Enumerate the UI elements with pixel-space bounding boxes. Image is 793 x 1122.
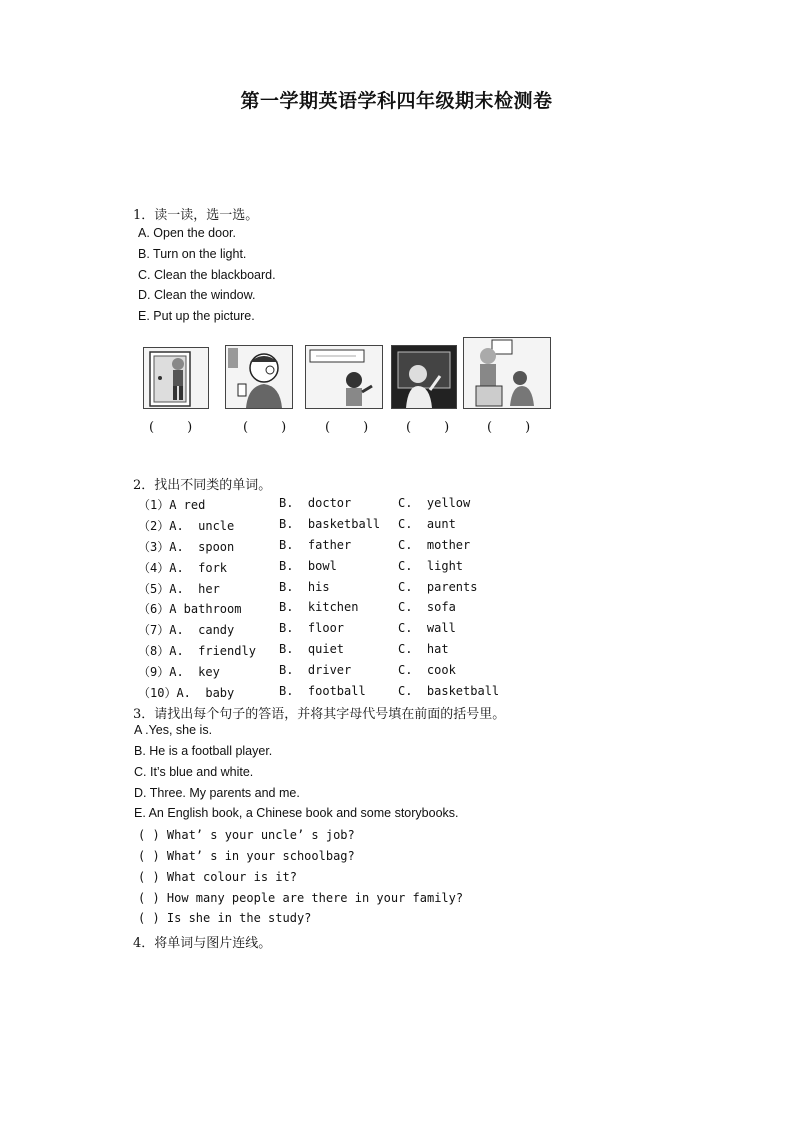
picture-put-up-picture bbox=[463, 337, 551, 409]
q2-row-option-a: （5）A. her bbox=[138, 582, 220, 596]
q2-row-option-a: （2）A. uncle bbox=[138, 519, 235, 533]
q2-row-option-b: B. quiet bbox=[279, 642, 345, 656]
picture-clean-window bbox=[391, 345, 457, 409]
q2-row-option-c: C. sofa bbox=[398, 600, 456, 614]
q2-row-option-c: C. yellow bbox=[398, 496, 471, 510]
q4-heading: 4．将单词与图片连线。 bbox=[133, 936, 272, 951]
q2-row-option-c: C. mother bbox=[398, 538, 471, 552]
q1-heading: 1．读一读，选一选。 bbox=[133, 208, 259, 223]
page-title: 第一学期英语学科四年级期末检测卷 bbox=[240, 90, 553, 112]
q2-row-option-c: C. hat bbox=[398, 642, 449, 656]
q3-answer-c: C. It’s blue and white. bbox=[134, 765, 254, 779]
q2-row-option-c: C. basketball bbox=[398, 684, 500, 698]
q3-answer-e: E. An English book, a Chinese book and some storybooks. bbox=[134, 806, 459, 820]
q1-option-d: D. Clean the window. bbox=[138, 288, 256, 302]
q3-question-5: ( ) Is she in the study? bbox=[138, 911, 312, 925]
q2-row-option-c: C. parents bbox=[398, 580, 478, 594]
q2-row-option-c: C. cook bbox=[398, 663, 456, 677]
q2-row-option-c: C. wall bbox=[398, 621, 456, 635]
q2-row-option-a: （8）A. friendly bbox=[138, 644, 256, 658]
q2-row-option-a: （6）A bathroom bbox=[138, 602, 242, 616]
q2-row-option-b: B. basketball bbox=[279, 517, 381, 531]
q2-row-option-b: B. driver bbox=[279, 663, 352, 677]
q2-row-option-c: C. light bbox=[398, 559, 464, 573]
q3-answer-d: D. Three. My parents and me. bbox=[134, 786, 300, 800]
q3-question-4: ( ) How many people are there in your family? bbox=[138, 891, 464, 905]
q2-row-option-a: （1）A red bbox=[138, 498, 206, 512]
q1-blank-2[interactable]: ( ) bbox=[243, 420, 287, 435]
q3-question-1: ( ) What’ s your uncle’ s job? bbox=[138, 828, 355, 842]
q1-option-a: A. Open the door. bbox=[138, 226, 236, 240]
picture-turn-on-light bbox=[225, 345, 293, 409]
q2-row-option-a: （7）A. candy bbox=[138, 623, 235, 637]
q1-blank-4[interactable]: ( ) bbox=[406, 420, 450, 435]
q2-heading: 2．找出不同类的单词。 bbox=[133, 478, 272, 493]
q2-row-option-b: B. floor bbox=[279, 621, 345, 635]
q1-picture-strip bbox=[143, 337, 553, 409]
q1-option-c: C. Clean the blackboard. bbox=[138, 268, 276, 282]
q3-answer-a: A .Yes, she is. bbox=[134, 723, 213, 737]
q3-answer-b: B. He is a football player. bbox=[134, 744, 273, 758]
q1-blank-5[interactable]: ( ) bbox=[487, 420, 531, 435]
q2-row-option-a: （3）A. spoon bbox=[138, 540, 235, 554]
q2-row-option-b: B. kitchen bbox=[279, 600, 359, 614]
q2-row-option-b: B. bowl bbox=[279, 559, 337, 573]
q2-row-option-a: （4）A. fork bbox=[138, 561, 228, 575]
q1-option-e: E. Put up the picture. bbox=[138, 309, 255, 323]
q1-answer-blanks bbox=[143, 420, 553, 436]
q2-row-option-b: B. his bbox=[279, 580, 330, 594]
q3-question-2: ( ) What’ s in your schoolbag? bbox=[138, 849, 355, 863]
q3-question-3: ( ) What colour is it? bbox=[138, 870, 297, 884]
q2-row-option-a: （9）A. key bbox=[138, 665, 220, 679]
picture-open-door bbox=[143, 347, 209, 409]
q2-row-option-b: B. father bbox=[279, 538, 352, 552]
q1-blank-3[interactable]: ( ) bbox=[325, 420, 369, 435]
q3-heading: 3．请找出每个句子的答语，并将其字母代号填在前面的括号里。 bbox=[133, 707, 506, 722]
picture-clean-blackboard bbox=[305, 345, 383, 409]
q2-row-option-b: B. football bbox=[279, 684, 366, 698]
q1-blank-1[interactable]: ( ) bbox=[149, 420, 193, 435]
q2-row-option-c: C. aunt bbox=[398, 517, 456, 531]
q1-option-b: B. Turn on the light. bbox=[138, 247, 247, 261]
q2-row-option-b: B. doctor bbox=[279, 496, 352, 510]
q2-row-option-a: （10）A. baby bbox=[138, 686, 235, 700]
